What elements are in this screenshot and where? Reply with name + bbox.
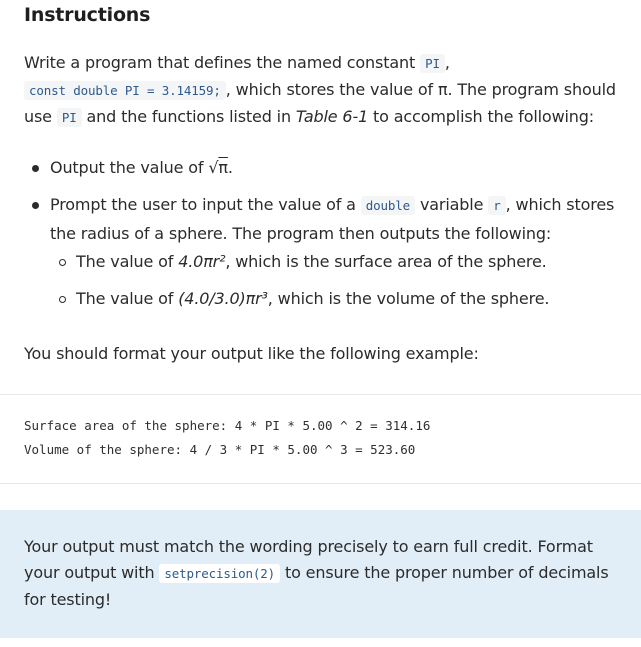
sub1-text-2: , which is the surface area of the sphere. bbox=[225, 252, 547, 271]
code-pi: PI bbox=[420, 54, 445, 73]
intro-text-2: , bbox=[444, 53, 450, 72]
hollow-bullet-icon bbox=[59, 259, 66, 266]
intro-text-4: and the functions listed in bbox=[81, 107, 296, 126]
bullet1-text: Output the value of bbox=[50, 158, 209, 177]
code-r: r bbox=[488, 196, 505, 215]
bullet2-text-2: variable bbox=[415, 195, 489, 214]
list-item bbox=[50, 285, 629, 313]
info-callout bbox=[0, 510, 641, 638]
table-reference: Table 6-1 bbox=[295, 107, 369, 126]
bullet-icon bbox=[32, 202, 39, 209]
intro-text-3: , which stores the value of π. The program should use bbox=[24, 80, 616, 126]
sub-list bbox=[50, 248, 629, 313]
surface-area-formula: 4.0πr² bbox=[178, 252, 226, 271]
sub1-text-1: The value of bbox=[76, 252, 179, 271]
list-item bbox=[24, 154, 629, 182]
code-const-declaration: const double PI = 3.14159; bbox=[24, 81, 226, 100]
sqrt-symbol: √ bbox=[208, 158, 219, 177]
example-line-1: Surface area of the sphere: 4 * PI * 5.00 ^ 2 = 314.16 bbox=[24, 418, 431, 433]
sub2-text-2: , which is the volume of the sphere. bbox=[267, 289, 550, 308]
note-text-1: Your output must match the wording precisely to earn full credit. Format your output with bbox=[24, 537, 593, 582]
sqrt-argument: π bbox=[218, 158, 228, 177]
task-list bbox=[24, 154, 629, 313]
example-code-block bbox=[0, 394, 641, 484]
instructions-paragraph bbox=[24, 50, 624, 131]
bullet1-end: . bbox=[227, 158, 233, 177]
intro-text-1: Write a program that defines the named constant bbox=[24, 53, 421, 72]
bullet-icon bbox=[32, 165, 39, 172]
example-intro: You should format your output like the following example: bbox=[24, 344, 479, 363]
bullet2-text-3: , which stores the radius of a sphere. The program then outputs the following: bbox=[50, 195, 615, 243]
hollow-bullet-icon bbox=[59, 296, 66, 303]
page-title: Instructions bbox=[24, 4, 151, 26]
bullet2-text-1: Prompt the user to input the value of a bbox=[50, 195, 361, 214]
example-line-2: Volume of the sphere: 4 / 3 * PI * 5.00 ^ 3 = 523.60 bbox=[24, 442, 416, 457]
sub2-text-1: The value of bbox=[76, 289, 179, 308]
list-item bbox=[24, 191, 629, 313]
code-pi-2: PI bbox=[57, 108, 82, 127]
note-text bbox=[24, 534, 619, 613]
list-item bbox=[50, 248, 629, 276]
code-setprecision: setprecision(2) bbox=[159, 564, 280, 583]
intro-text-5: to accomplish the following: bbox=[368, 107, 595, 126]
code-double: double bbox=[361, 196, 415, 215]
note-text-2: to ensure the proper number of decimals for testing! bbox=[24, 563, 609, 609]
volume-formula: (4.0/3.0)πr³ bbox=[178, 289, 268, 308]
